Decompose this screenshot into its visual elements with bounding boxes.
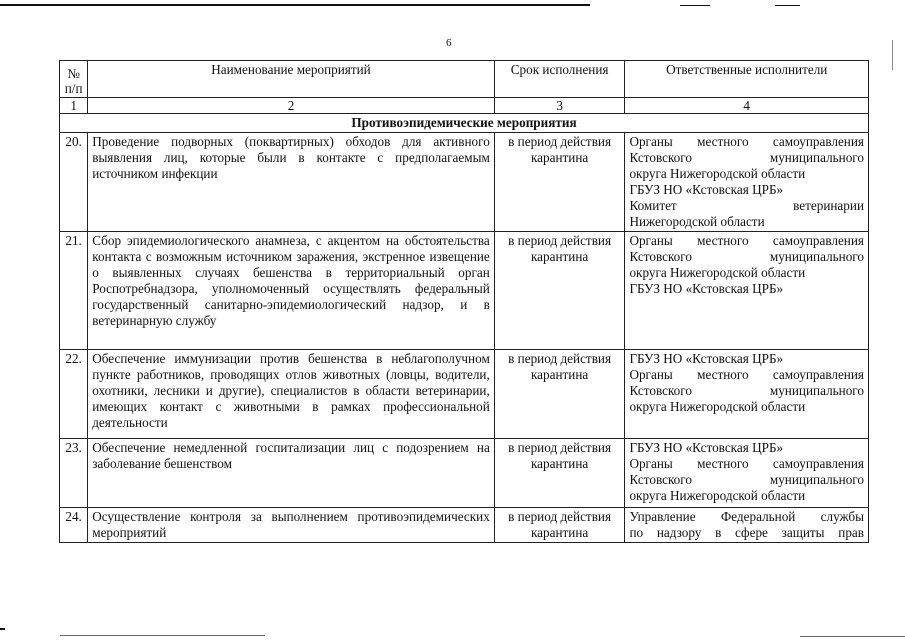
responsible-line: округа Нижегородской области	[629, 265, 806, 280]
responsible-line: округа Нижегородской области	[629, 488, 806, 503]
responsible-line: Органы местного самоуправления	[629, 367, 864, 382]
measure-name: Осуществление контроля за выполнением противоэпидемических мероприятий	[88, 508, 495, 543]
measure-term: в период действия карантина	[494, 350, 625, 439]
bottom-rule	[60, 635, 265, 636]
column-index: 3	[494, 98, 625, 114]
responsible-line: ГБУЗ НО «Кстовская ЦРБ»	[629, 440, 784, 455]
measure-term: в период действия карантина	[494, 439, 625, 508]
measure-term: в период действия карантина	[494, 232, 625, 350]
responsible-line: Кстовского муниципального	[629, 150, 864, 165]
responsible-line: Органы местного самоуправления	[629, 134, 864, 149]
table-row	[60, 232, 869, 350]
responsible-line: округа Нижегородской области	[629, 166, 806, 181]
measure-name: Обеспечение иммунизации против бешенства в неблагополучном пункте работников, проводящих отлов животных (ловцы, водители, охотники, лесники и другие), специалистов в области ветеринарии, имеющих контакт с животными в рамках профессиональной деятельности	[88, 350, 495, 439]
measure-term: в период действия карантина	[494, 508, 625, 543]
header-num: № п/п	[60, 61, 88, 98]
responsible-line: Органы местного самоуправления	[629, 456, 864, 471]
table-row	[60, 439, 869, 508]
responsible-line: ГБУЗ НО «Кстовская ЦРБ»	[629, 182, 784, 197]
header-responsible: Ответственные исполнители	[625, 61, 869, 98]
table-header-row	[60, 61, 869, 98]
responsible-line: Комитет ветеринарии	[629, 198, 864, 213]
measure-responsible	[625, 232, 869, 350]
top-rule	[0, 4, 590, 6]
measure-name: Обеспечение немедленной госпитализации лиц с подозрением на заболевание бешенством	[88, 439, 495, 508]
bottom-rule	[800, 636, 905, 637]
measure-name: Сбор эпидемиологического анамнеза, с акцентом на обстоятельства контакта с возможным источником заражения, экстренное извещение о выявленных случаях бешенства в территориальный орган Роспотребнадзора, уполномоченный осуществлять федеральный государственный санитарно-эпидемиологический надзор, и в ветеринарную службу	[88, 232, 495, 350]
responsible-line: Кстовского муниципального	[629, 383, 864, 398]
row-number: 24.	[60, 508, 88, 543]
responsible-line: Органы местного самоуправления	[629, 233, 864, 248]
measure-term: в период действия карантина	[494, 133, 625, 232]
row-number: 21.	[60, 232, 88, 350]
column-index: 4	[625, 98, 869, 114]
row-number: 23.	[60, 439, 88, 508]
row-number: 22.	[60, 350, 88, 439]
measure-responsible	[625, 439, 869, 508]
measure-responsible	[625, 508, 869, 543]
column-index: 2	[88, 98, 495, 114]
header-name: Наименование мероприятий	[88, 61, 495, 98]
measure-name: Проведение подворных (поквартирных) обходов для активного выявления лиц, которые были в контакте с предполагаемым источником инфекции	[88, 133, 495, 232]
responsible-line: Управление Федеральной службы	[629, 509, 864, 524]
table-row	[60, 508, 869, 543]
column-index-row	[60, 98, 869, 114]
header-term: Срок исполнения	[494, 61, 625, 98]
measure-responsible	[625, 133, 869, 232]
column-index: 1	[60, 98, 88, 114]
section-title: Противоэпидемические мероприятия	[60, 114, 869, 133]
page-number: 6	[446, 37, 452, 49]
section-row	[60, 114, 869, 133]
top-rule-short	[680, 5, 710, 6]
responsible-line: по надзору в сфере защиты прав	[629, 525, 864, 540]
measures-table	[59, 60, 869, 543]
responsible-line: ГБУЗ НО «Кстовская ЦРБ»	[629, 351, 784, 366]
edge-mark	[0, 628, 5, 630]
responsible-line: ГБУЗ НО «Кстовская ЦРБ»	[629, 281, 784, 296]
responsible-line: Кстовского муниципального	[629, 249, 864, 264]
row-number: 20.	[60, 133, 88, 232]
top-rule-short	[775, 5, 800, 6]
responsible-line: округа Нижегородской области	[629, 399, 806, 414]
measure-responsible	[625, 350, 869, 439]
responsible-line: Нижегородской области	[629, 214, 765, 229]
table-row	[60, 350, 869, 439]
side-mark	[892, 40, 893, 70]
responsible-line: Кстовского муниципального	[629, 472, 864, 487]
table-row	[60, 133, 869, 232]
